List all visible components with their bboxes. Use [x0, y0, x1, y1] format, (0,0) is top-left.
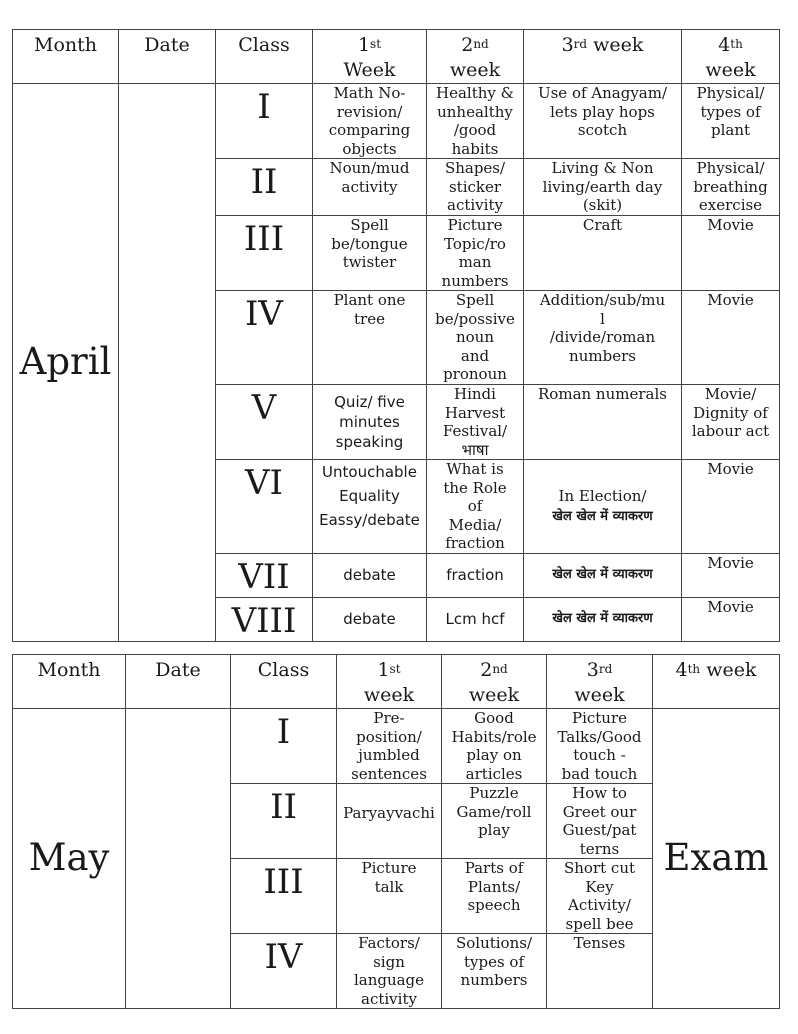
week2-activity: Solutions/ types of numbers — [442, 934, 547, 1009]
header-week-1: 1st Week — [313, 30, 427, 84]
date-cell — [119, 84, 216, 642]
april-header-row — [13, 30, 780, 84]
week1-activity: Spell be/tongue twister — [313, 216, 427, 291]
class-label: I — [216, 84, 313, 159]
week1-activity: debate — [313, 554, 427, 598]
exam-cell: Exam — [653, 709, 780, 1009]
week1-activity: Factors/ sign language activity — [337, 934, 442, 1009]
week2-activity: Parts of Plants/ speech — [442, 859, 547, 934]
week3-activity: Picture Talks/Good touch - bad touch — [547, 709, 653, 784]
class-label: VIII — [216, 598, 313, 642]
class-label: V — [216, 385, 313, 460]
week3-activity: खेल खेल में व्याकरण — [524, 554, 682, 598]
header-month: Month — [13, 30, 119, 84]
week3-activity: खेल खेल में व्याकरण — [524, 598, 682, 642]
week3-activity: Roman numerals — [524, 385, 682, 460]
week2-activity: Picture Topic/ro man numbers — [427, 216, 524, 291]
week4-activity: Movie/ Dignity of labour act — [682, 385, 780, 460]
week2-activity: fraction — [427, 554, 524, 598]
header-date: Date — [119, 30, 216, 84]
week3-activity: Tenses — [547, 934, 653, 1009]
week1-activity: Picture talk — [337, 859, 442, 934]
week1-activity: Quiz/ five minutes speaking — [313, 385, 427, 460]
week1-activity: Noun/mud activity — [313, 159, 427, 216]
april-schedule-table — [12, 29, 780, 642]
week1-activity: Plant one tree — [313, 291, 427, 385]
week3-activity — [524, 460, 682, 554]
class-label: IV — [216, 291, 313, 385]
class-label: III — [231, 859, 337, 934]
class-label: III — [216, 216, 313, 291]
week4-activity: Movie — [682, 554, 780, 598]
week3-activity: Craft — [524, 216, 682, 291]
week2-activity: What is the Role of Media/ fraction — [427, 460, 524, 554]
week2-activity: Spell be/possive noun and pronoun — [427, 291, 524, 385]
week1-activity: Paryayvachi — [337, 784, 442, 859]
week1-activity: Untouchable Equality Eassy/debate — [313, 460, 427, 554]
week1-activity: Math No- revision/ comparing objects — [313, 84, 427, 159]
week4-activity: Movie — [682, 598, 780, 642]
week2-activity: Healthy & unhealthy /good habits — [427, 84, 524, 159]
header-class: Class — [216, 30, 313, 84]
week3-activity: Living & Non living/earth day (skit) — [524, 159, 682, 216]
week4-activity: Movie — [682, 460, 780, 554]
table-row — [13, 709, 780, 784]
week4-activity: Movie — [682, 216, 780, 291]
week1-activity: debate — [313, 598, 427, 642]
header-week-4: 4th week — [653, 655, 780, 709]
week2-activity: Puzzle Game/roll play — [442, 784, 547, 859]
week2-activity: Lcm hcf — [427, 598, 524, 642]
month-may: May — [13, 709, 126, 1009]
week2-activity: Hindi Harvest Festival/ भाषा — [427, 385, 524, 460]
week2-activity: Good Habits/role play on articles — [442, 709, 547, 784]
class-label: II — [216, 159, 313, 216]
table-row — [13, 84, 780, 159]
week4-activity: Physical/ breathing exercise — [682, 159, 780, 216]
header-week-1: 1st week — [337, 655, 442, 709]
class-label: II — [231, 784, 337, 859]
week3-activity: Short cut Key Activity/ spell bee — [547, 859, 653, 934]
header-week-2: 2nd week — [427, 30, 524, 84]
week4-activity: Physical/ types of plant — [682, 84, 780, 159]
may-header-row — [13, 655, 780, 709]
week3-activity-line2: खेल खेल में व्याकरण — [552, 508, 653, 524]
week4-activity: Movie — [682, 291, 780, 385]
class-label: VII — [216, 554, 313, 598]
month-april: April — [13, 84, 119, 642]
class-label: IV — [231, 934, 337, 1009]
may-schedule-table — [12, 654, 780, 1009]
header-week-2: 2nd week — [442, 655, 547, 709]
header-week-4: 4th week — [682, 30, 780, 84]
header-month: Month — [13, 655, 126, 709]
header-class: Class — [231, 655, 337, 709]
week3-activity: How to Greet our Guest/pat terns — [547, 784, 653, 859]
class-label: VI — [216, 460, 313, 554]
header-week-3: 3rd week — [524, 30, 682, 84]
week3-activity-line1: In Election/ — [558, 487, 647, 505]
header-week-3: 3rd week — [547, 655, 653, 709]
header-date: Date — [126, 655, 231, 709]
date-cell — [126, 709, 231, 1009]
week3-activity: Addition/sub/mu l /divide/roman numbers — [524, 291, 682, 385]
class-label: I — [231, 709, 337, 784]
week3-activity: Use of Anagyam/ lets play hops scotch — [524, 84, 682, 159]
week2-activity: Shapes/ sticker activity — [427, 159, 524, 216]
week1-activity: Pre- position/ jumbled sentences — [337, 709, 442, 784]
